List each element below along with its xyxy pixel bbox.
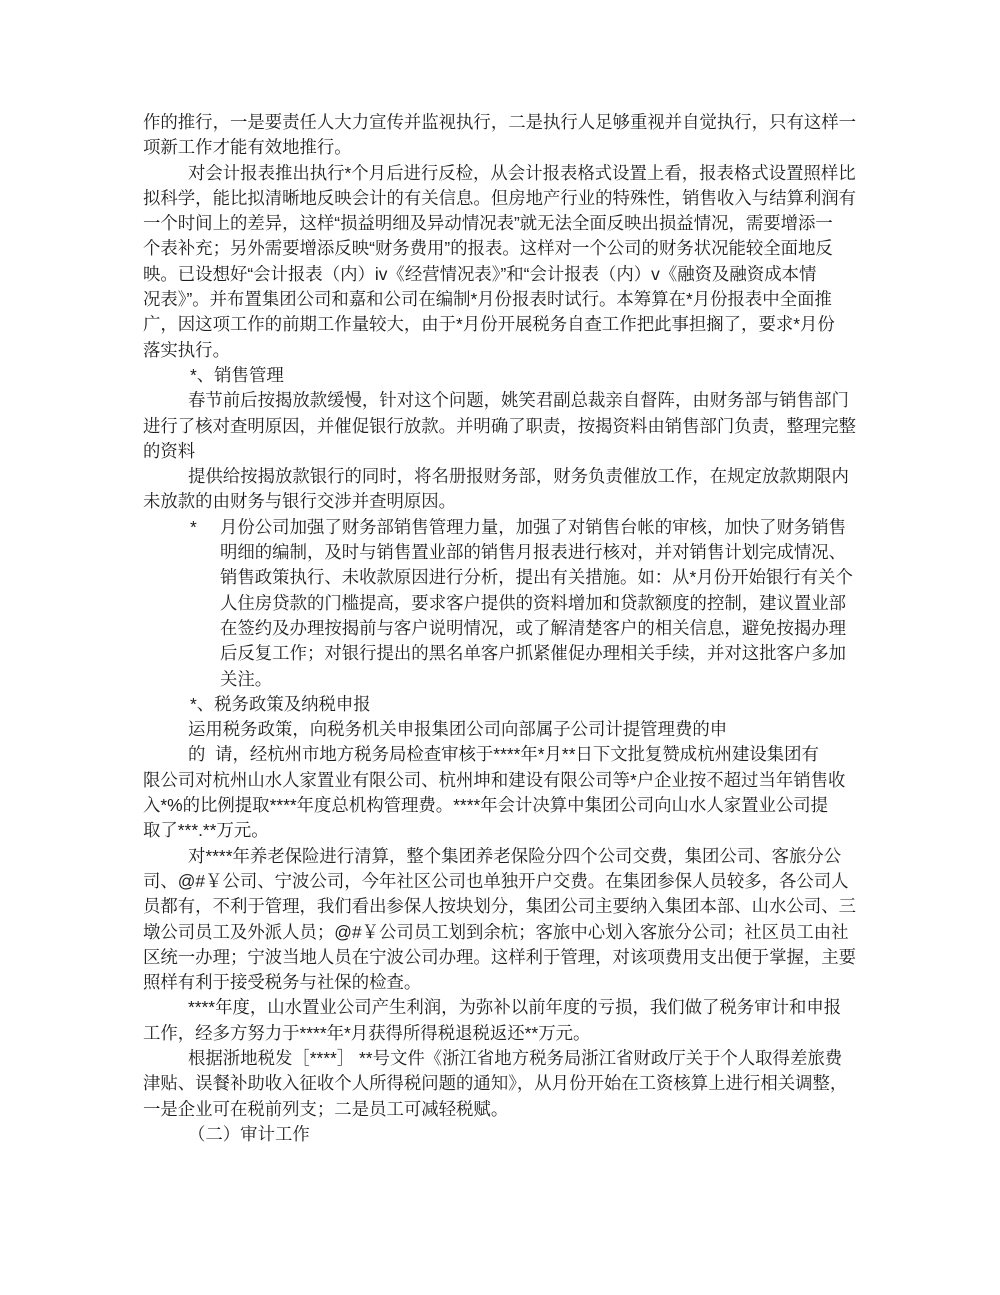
text-line: 区统一办理；宁波当地人员在宁波公司办理。这样利于管理，对该项费用支出便于掌握，主要 <box>143 946 857 967</box>
section-heading: *、销售管理 <box>190 364 284 385</box>
text-line-content: 月份公司加强了财务部销售管理力量，加强了对销售台帐的审核，加快了财务销售 <box>220 516 847 537</box>
text-line: 根据浙地税发［****］ **号文件《浙江省地方税务局浙江省财政厅关于个人取得差旅费 <box>188 1047 843 1068</box>
document-body <box>143 110 873 1147</box>
text-line: 提供给按揭放款银行的同时，将名册报财务部，财务负责催放工作，在规定放款期限内 <box>188 466 849 487</box>
text-line: 作的推行，一是要责任人大力宣传并监视执行，二是执行人足够重视并自觉执行，只有这样一 <box>143 112 857 132</box>
text-line: 对会计报表推出执行*个月后进行反检，从会计报表格式设置上看，报表格式设置照样比 <box>188 162 856 183</box>
text-line: 映。已设想好“会计报表（内）iv《经营情况表》”和“会计报表（内）v《融资及融资成本情 <box>143 263 817 284</box>
text-line: 后反复工作；对银行提出的黑名单客户抓紧催促办理相关手续，并对这批客户多加 <box>220 643 847 664</box>
text-line: 对****年养老保险进行清算，整个集团养老保险分四个公司交费，集团公司、客旅分公 <box>188 845 842 866</box>
text-line: 员都有，不利于管理，我们看出参保人按块划分，集团公司主要纳入集团本部、山水公司、三 <box>143 896 857 917</box>
text-line <box>143 515 873 540</box>
text-line: 工作，经多方努力于****年*月获得所得税退税返还**万元。 <box>143 1022 591 1043</box>
text-line: 项新工作才能有效地推行。 <box>143 137 352 158</box>
text-line: 在签约及办理按揭前与客户说明情况，或了解清楚客户的相关信息，避免按揭办理 <box>220 617 847 638</box>
text-line: 明细的编制，及时与销售置业部的销售月报表进行核对，并对销售计划完成情况、 <box>220 542 847 563</box>
text-line: 进行了核对查明原因，并催促银行放款。并明确了职责，按揭资料由销售部门负责，整理完整 <box>143 415 857 436</box>
text-line: 的 请，经杭州市地方税务局检查审核于****年*月**日下文批复赞成杭州建设集团有 <box>188 744 819 765</box>
text-line: 照样有利于接受税务与社保的检查。 <box>143 972 422 993</box>
text-line: 入*%的比例提取****年度总机构管理费。****年会计决算中集团公司向山水人家置业公司提 <box>143 795 829 816</box>
text-line: 春节前后按揭放款缓慢，针对这个问题，姚笑君副总裁亲自督阵，由财务部与销售部门 <box>188 390 849 411</box>
text-line: 运用税务政策，向税务机关申报集团公司向部属子公司计提管理费的申 <box>188 719 728 740</box>
text-line: ****年度，山水置业公司产生利润，为弥补以前年度的亏损，我们做了税务审计和申报 <box>188 997 842 1018</box>
text-line: 拟科学，能比拟清晰地反映会计的有关信息。但房地产行业的特殊性，销售收入与结算利润有 <box>143 187 857 208</box>
text-line: 取了***.**万元。 <box>143 820 269 841</box>
text-line: 人住房贷款的门槛提高，要求客户提供的资料增加和贷款额度的控制，建议置业部 <box>220 592 847 613</box>
text-line: 未放款的由财务与银行交涉并查明原因。 <box>143 491 457 512</box>
text-line: 销售政策执行、未收款原因进行分析，提出有关措施。如：从*月份开始银行有关个 <box>220 567 853 588</box>
section-heading: *、税务政策及纳税申报 <box>190 693 371 714</box>
text-line: 落实执行。 <box>143 339 230 360</box>
bullet-marker: * <box>190 516 197 537</box>
text-line: （二）审计工作 <box>188 1123 310 1144</box>
text-line: 一个时间上的差异，这样“损益明细及异动情况表”就无法全面反映出损益情况，需要增添一 <box>143 213 833 234</box>
text-line: 广，因这项工作的前期工作量较大，由于*月份开展税务自查工作把此事担搁了，要求*月份 <box>143 314 835 335</box>
text-line: 一是企业可在税前列支；二是员工可减轻税赋。 <box>143 1098 509 1119</box>
text-line: 关注。 <box>220 668 273 689</box>
text-line: 津贴、误餐补助收入征收个人所得税问题的通知》，从月份开始在工资核算上进行相关调整， <box>143 1073 848 1094</box>
text-line: 墩公司员工及外派人员；@#￥公司员工划到余杭；客旅中心划入客旅分公司；社区员工由社 <box>143 921 849 942</box>
text-line: 的资料 <box>143 440 196 461</box>
text-line: 司、@#￥公司、宁波公司，今年社区公司也单独开户交费。在集团参保人员较多，各公司人 <box>143 870 849 891</box>
text-line: 个表补充；另外需要增添反映“财务费用”的报表。这样对一个公司的财务状况能较全面地反 <box>143 238 833 259</box>
text-line: 况表》”。并布置集团公司和嘉和公司在编制*月份报表时试行。本筹算在*月份报表中全面推 <box>143 289 832 310</box>
text-line: 限公司对杭州山水人家置业有限公司、杭州坤和建设有限公司等*户企业按不超过当年销售收 <box>143 769 846 790</box>
